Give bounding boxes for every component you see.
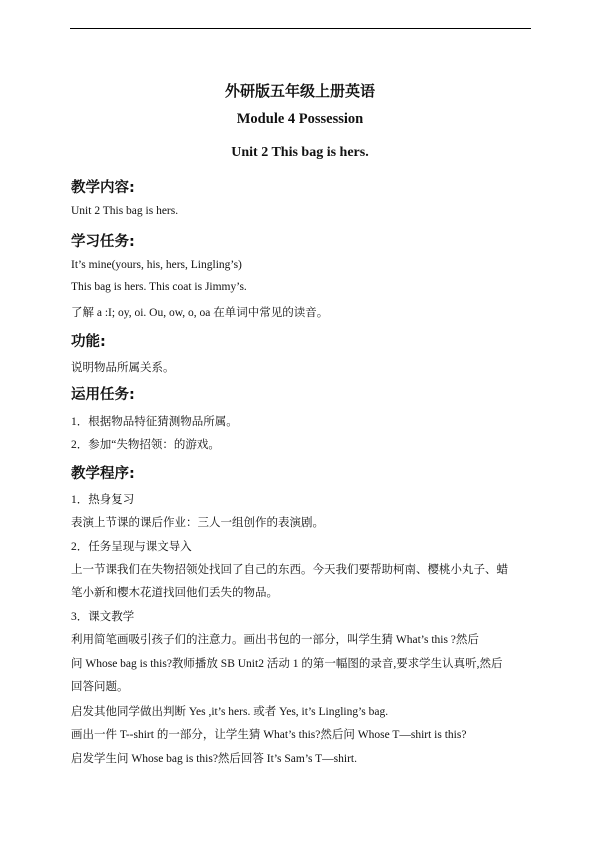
unit-title: Unit 2 This bag is hers.: [231, 145, 369, 160]
content-line: Unit 2 This bag is hers.: [71, 205, 179, 217]
application-line: 1．根据物品特征猜测物品所属。: [71, 416, 238, 428]
procedure-line: 3．课文教学: [71, 611, 135, 623]
tasks-line: This bag is hers. This coat is Jimmy’s.: [71, 281, 247, 293]
procedure-line: 上一节课我们在失物招领处找回了自己的东西。今天我们要帮助柯南、樱桃小丸子、蜡: [71, 564, 508, 576]
procedure-line: 问 Whose bag is this?教师播放 SB Unit2 活动 1 的第一幅图的录音,要求学生认真听,然后: [71, 658, 503, 670]
procedure-line: 回答问题。: [71, 681, 129, 693]
procedure-line: 利用简笔画吸引孩子们的注意力。画出书包的一部分，叫学生猜 What’s this ?然后: [71, 634, 479, 646]
procedure-line: 画出一件 T--shirt 的一部分，让学生猜 What’s this?然后问 Whose T—shirt is this?: [71, 729, 467, 741]
procedure-line: 启发学生问 Whose bag is this?然后回答 It’s Sam’s T—shirt.: [71, 753, 357, 765]
module-title: Module 4 Possession: [236, 111, 364, 127]
function-line: 说明物品所属关系。: [71, 362, 175, 374]
section-heading-tasks: 学习任务:: [71, 234, 135, 250]
procedure-line: 笔小新和樱木花道找回他们丢失的物品。: [71, 587, 278, 599]
procedure-line: 1．热身复习: [71, 494, 135, 506]
application-line: 2．参加“失物招领：的游戏。: [71, 439, 220, 451]
document-title: 外研版五年级上册英语: [224, 82, 375, 100]
tasks-line: It’s mine(yours, his, hers, Lingling’s): [71, 259, 242, 271]
procedure-line: 2．任务呈现与课文导入: [71, 541, 192, 553]
tasks-line: 了解 a :I; oy, oi. Ou, ow, o, oa 在单词中常见的读音。: [71, 307, 329, 319]
section-heading-application: 运用任务:: [71, 387, 135, 403]
procedure-line: 启发其他同学做出判断 Yes ,it’s hers. 或者 Yes, it’s Lingling’s bag.: [71, 706, 389, 718]
header-rule: [70, 28, 531, 29]
section-heading-procedure: 教学程序:: [71, 466, 135, 482]
section-heading-content: 教学内容:: [71, 180, 135, 196]
procedure-line: 表演上节课的课后作业：三人一组创作的表演剧。: [71, 517, 324, 529]
section-heading-function: 功能:: [71, 334, 106, 350]
